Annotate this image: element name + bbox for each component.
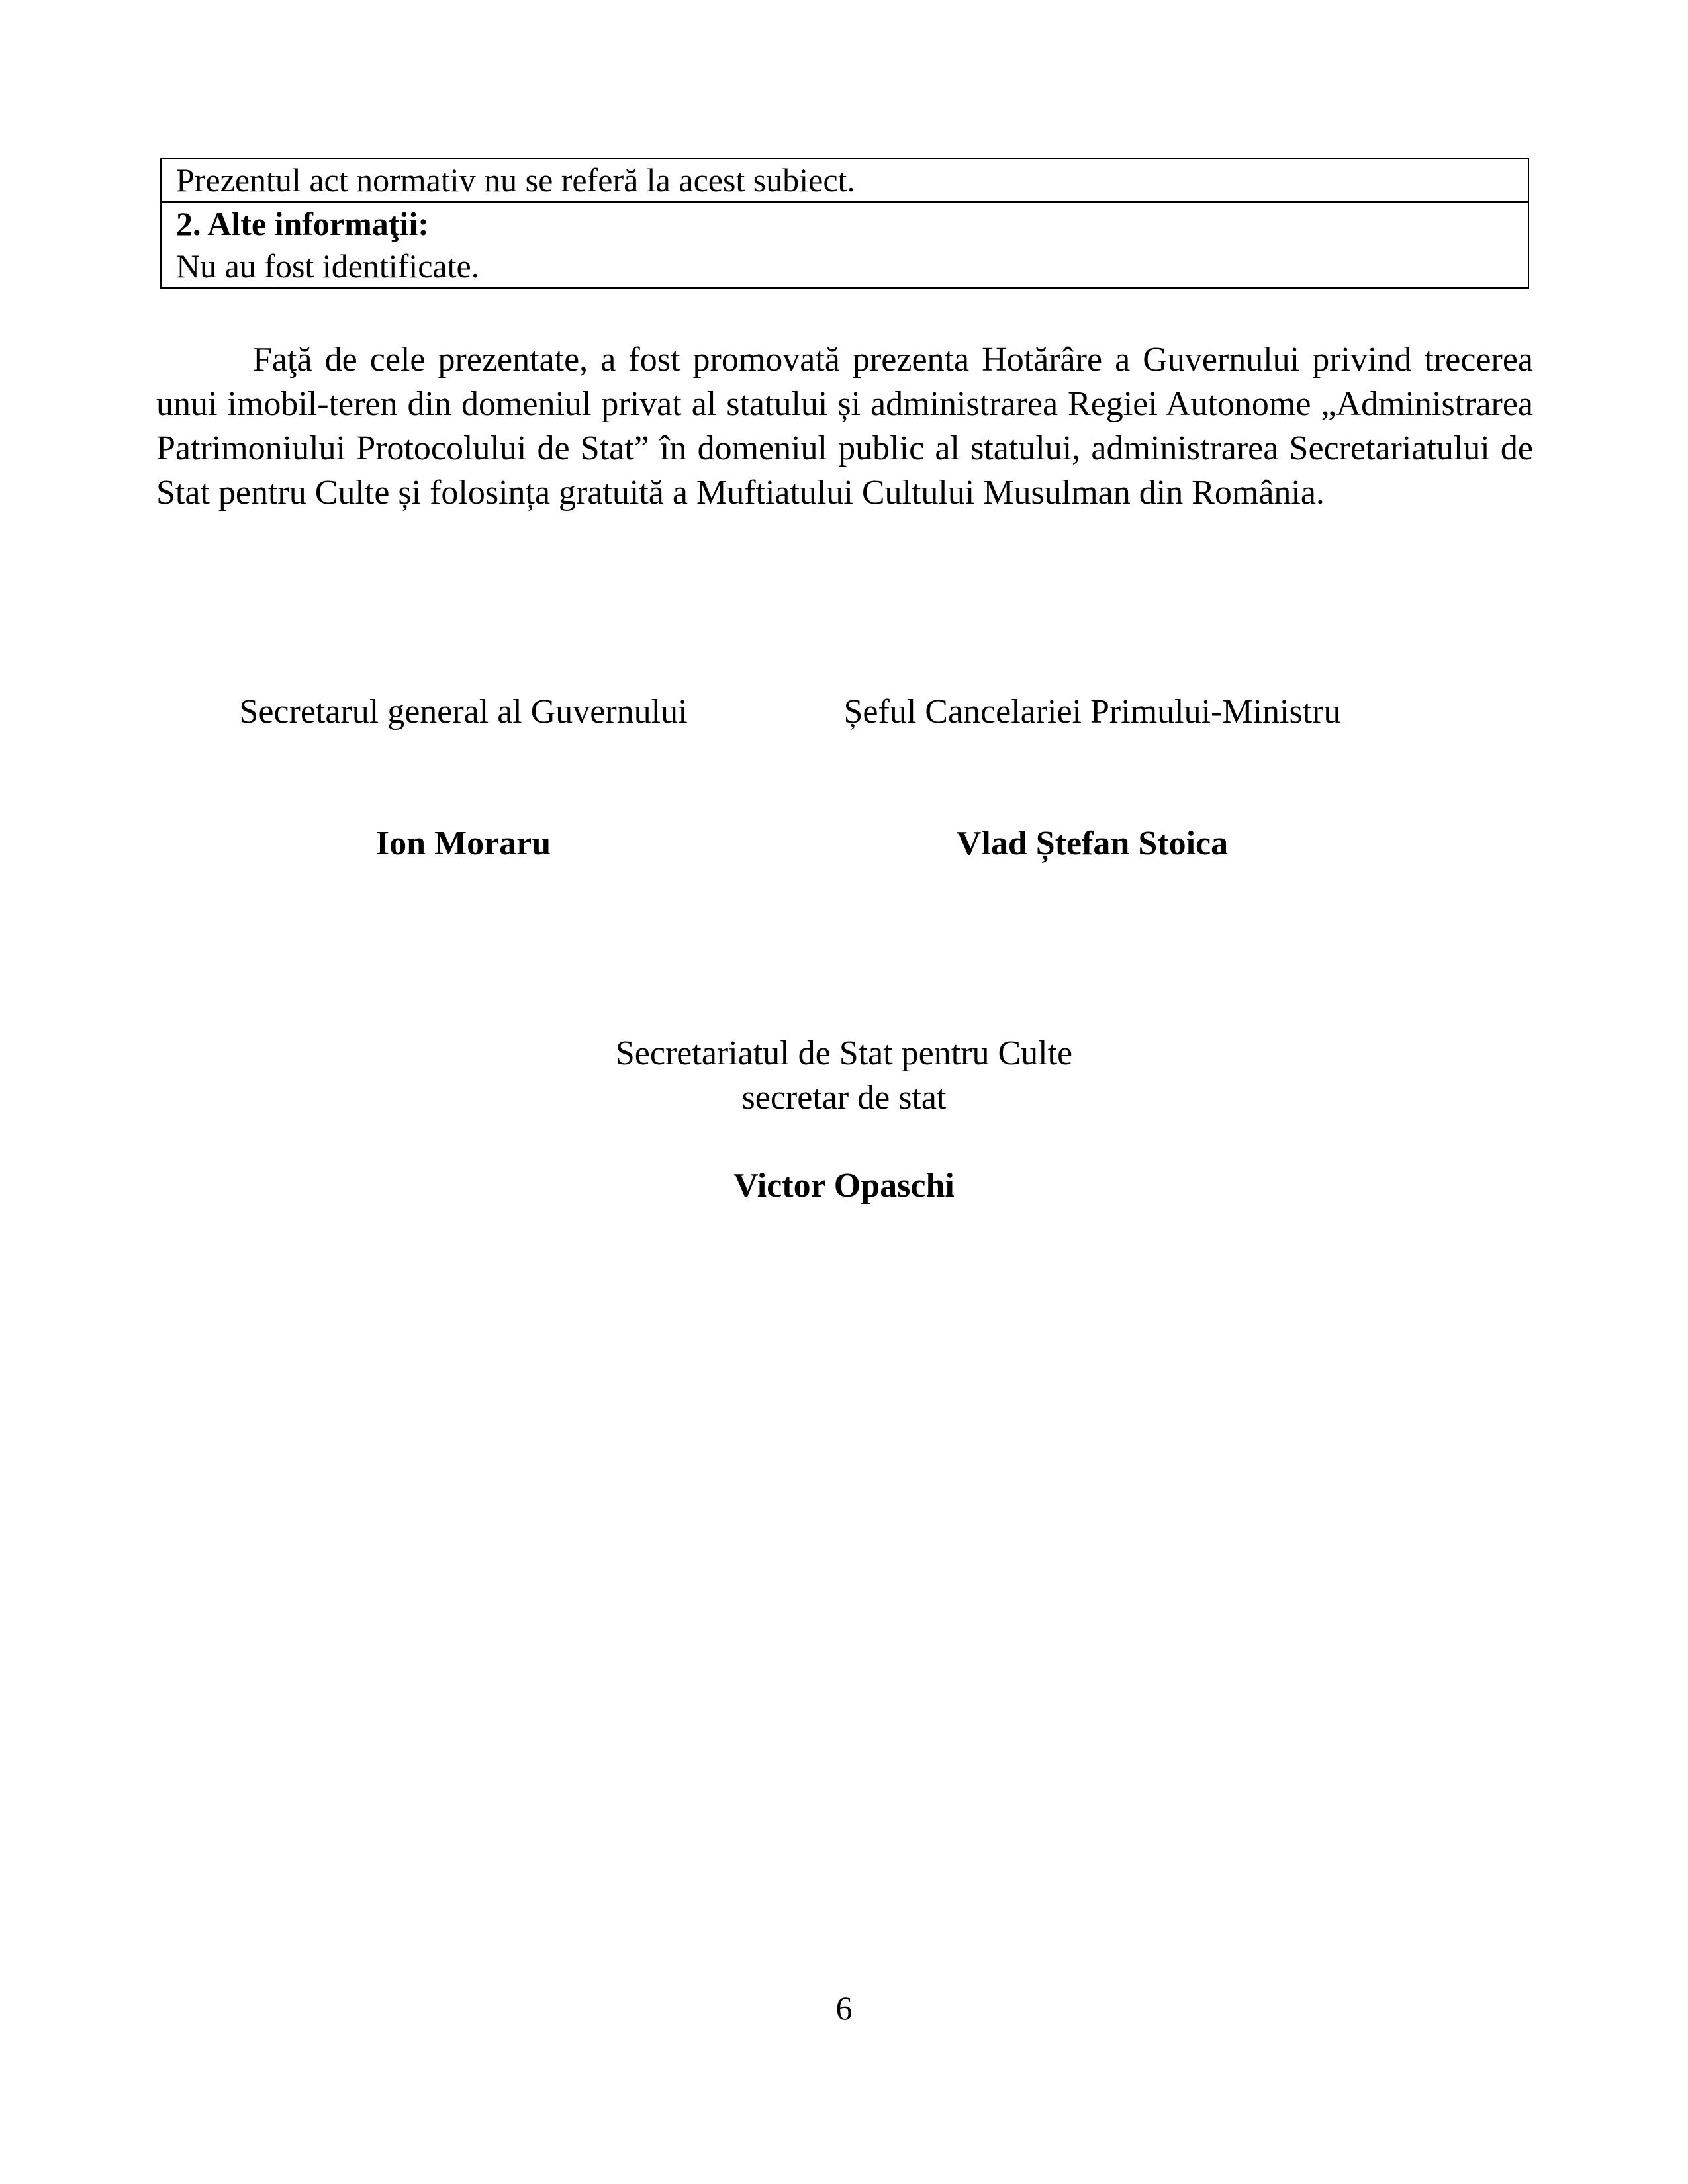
table-heading: 2. Alte informaţii:: [162, 201, 1528, 245]
signatory-title: secretar de stat: [741, 1079, 947, 1116]
table-row: Nu au fost identificate.: [176, 248, 480, 285]
signatory-name: Vlad Ștefan Stoica: [956, 825, 1229, 862]
info-table: [160, 158, 1529, 289]
signatory-name: Ion Moraru: [375, 825, 551, 862]
body-paragraph: Faţă de cele prezentate, a fost promovată prezenta Hotărâre a Guvernului privind trecerea unui imobil-teren din domeniul privat al statului și administrarea Regiei Autonome „Administrarea Patrimoniului Protocolului de Stat” în domeniul public al statului, administrarea Secretariatului de Stat pentru Culte și folosința gratuită a Muftiatului Cultului Musulman din România.: [156, 341, 1533, 512]
page-number: 6: [835, 1989, 853, 2026]
signature-block-left: [132, 690, 794, 866]
signatory-institution: Secretariatul de Stat pentru Culte: [615, 1034, 1073, 1072]
signatory-name: Victor Opaschi: [733, 1167, 955, 1205]
signature-block-center: [513, 1031, 1175, 1208]
signatory-title: Secretarul general al Guvernului: [239, 693, 688, 731]
table-row: Prezentul act normativ nu se referă la acest subiect.: [176, 161, 855, 199]
signatory-title: Șeful Cancelariei Primului-Ministru: [843, 693, 1341, 731]
signature-block-right: [761, 690, 1423, 866]
